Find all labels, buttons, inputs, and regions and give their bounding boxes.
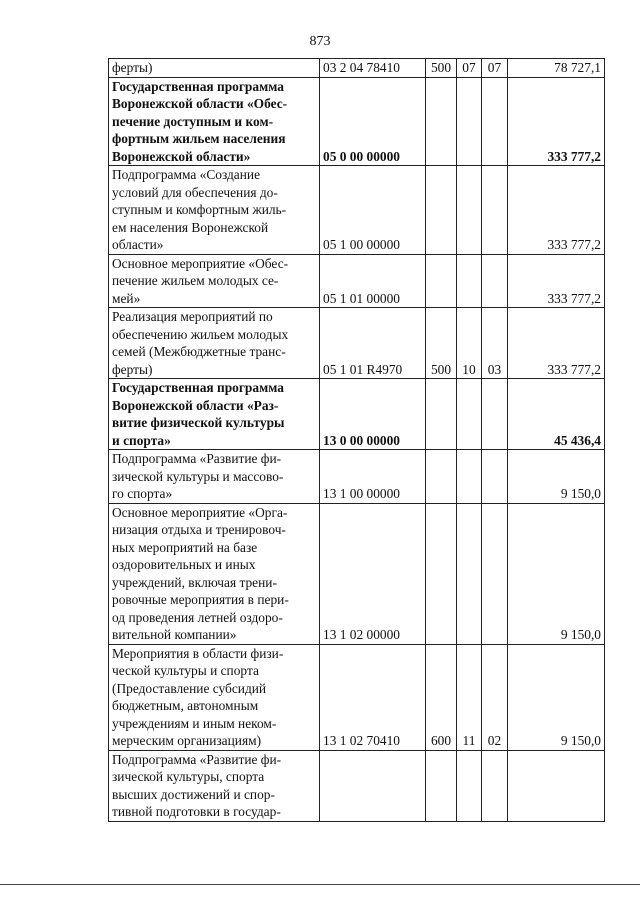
subsection-cell: 03 (482, 308, 508, 379)
amount-cell: 9 150,0 (508, 450, 605, 504)
target-code-cell: 05 1 01 R4970 (320, 308, 426, 379)
section-cell (457, 750, 482, 821)
target-code-cell (320, 750, 426, 821)
subsection-cell (482, 450, 508, 504)
page-bottom-rule (0, 884, 640, 885)
expense-type-cell (426, 379, 457, 450)
subsection-cell (482, 503, 508, 644)
table-row (109, 77, 605, 166)
target-code-cell: 03 2 04 78410 (320, 59, 426, 78)
subsection-cell (482, 77, 508, 166)
budget-table (108, 58, 605, 822)
table-row (109, 254, 605, 308)
target-code-cell: 05 1 00 00000 (320, 166, 426, 255)
amount-cell: 333 777,2 (508, 308, 605, 379)
expense-type-cell: 500 (426, 59, 457, 78)
expense-type-cell (426, 450, 457, 504)
target-code-cell: 05 1 01 00000 (320, 254, 426, 308)
amount-cell: 333 777,2 (508, 77, 605, 166)
amount-cell: 333 777,2 (508, 166, 605, 255)
amount-cell: 78 727,1 (508, 59, 605, 78)
row-name-cell: Реализация мероприятий по обеспечению жильем молодых семей (Межбюджетные транс- ферты) (109, 308, 320, 379)
table-row (109, 503, 605, 644)
target-code-cell: 13 1 02 00000 (320, 503, 426, 644)
section-cell (457, 450, 482, 504)
budget-table-body (109, 59, 605, 822)
section-cell (457, 503, 482, 644)
subsection-cell (482, 254, 508, 308)
table-row (109, 166, 605, 255)
expense-type-cell: 500 (426, 308, 457, 379)
row-name-cell: Основное мероприятие «Орга- низация отдыха и тренировоч- ных мероприятий на базе оздоровительных и иных учреждений, включая трени- ровочные мероприятия в пери- од проведения летней оздоро- вительной компании» (109, 503, 320, 644)
subsection-cell (482, 166, 508, 255)
section-cell: 07 (457, 59, 482, 78)
expense-type-cell (426, 166, 457, 255)
expense-type-cell: 600 (426, 644, 457, 750)
amount-cell: 9 150,0 (508, 644, 605, 750)
section-cell (457, 77, 482, 166)
section-cell: 10 (457, 308, 482, 379)
row-name-cell: Мероприятия в области физи- ческой культуры и спорта (Предоставление субсидий бюджетным, автономным учреждениям и иным неком- мерческим организациям) (109, 644, 320, 750)
target-code-cell: 13 1 00 00000 (320, 450, 426, 504)
table-row (109, 644, 605, 750)
table-row (109, 379, 605, 450)
table-row (109, 450, 605, 504)
section-cell: 11 (457, 644, 482, 750)
expense-type-cell (426, 750, 457, 821)
row-name-cell: Подпрограмма «Создание условий для обеспечения до- ступным и комфортным жиль- ем населения Воронежской области» (109, 166, 320, 255)
amount-cell: 45 436,4 (508, 379, 605, 450)
subsection-cell (482, 750, 508, 821)
expense-type-cell (426, 503, 457, 644)
row-name-cell: Подпрограмма «Развитие фи- зической культуры и массово- го спорта» (109, 450, 320, 504)
section-cell (457, 166, 482, 255)
subsection-cell: 02 (482, 644, 508, 750)
page-number: 873 (309, 34, 331, 49)
row-name-cell: Подпрограмма «Развитие фи- зической культуры, спорта высших достижений и спор- тивной подготовки в государ- (109, 750, 320, 821)
amount-cell (508, 750, 605, 821)
table-row (109, 308, 605, 379)
row-name-cell: ферты) (109, 59, 320, 78)
amount-cell: 9 150,0 (508, 503, 605, 644)
row-name-cell: Основное мероприятие «Обес- печение жильем молодых се- мей» (109, 254, 320, 308)
section-cell (457, 254, 482, 308)
row-name-cell: Государственная программа Воронежской области «Обес- печение доступным и ком- фортным жильем населения Воронежской области» (109, 77, 320, 166)
expense-type-cell (426, 254, 457, 308)
amount-cell: 333 777,2 (508, 254, 605, 308)
section-cell (457, 379, 482, 450)
target-code-cell: 13 1 02 70410 (320, 644, 426, 750)
subsection-cell: 07 (482, 59, 508, 78)
subsection-cell (482, 379, 508, 450)
target-code-cell: 05 0 00 00000 (320, 77, 426, 166)
expense-type-cell (426, 77, 457, 166)
row-name-cell: Государственная программа Воронежской области «Раз- витие физической культуры и спорта» (109, 379, 320, 450)
target-code-cell: 13 0 00 00000 (320, 379, 426, 450)
table-row (109, 750, 605, 821)
table-row (109, 59, 605, 78)
